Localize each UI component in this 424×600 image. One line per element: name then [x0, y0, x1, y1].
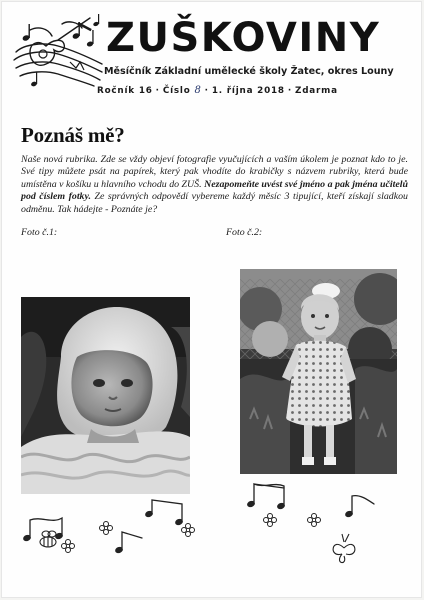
- issue-line: Ročník 16 · Číslo 8 · 1. října 2018 · Zdarma: [97, 85, 338, 96]
- intro-emphasis: Nezapomeňte uvést své jméno a pak jména učitelů pod číslem fotky.: [21, 178, 409, 203]
- newsletter-subtitle: Měsíčník Základní umělecké školy Žatec, okres Louny: [104, 66, 394, 77]
- flower-doodle: [62, 514, 321, 553]
- issue-number-label: Číslo: [162, 86, 191, 96]
- article-title: Poznáš mě?: [21, 123, 125, 147]
- butterfly-doodle: [333, 534, 355, 563]
- volume-label: Ročník 16: [97, 86, 153, 96]
- issue-price: Zdarma: [295, 86, 338, 96]
- photo-1-caption: Foto č.1:: [21, 227, 58, 238]
- article-intro: [21, 154, 408, 216]
- little-girl-in-garden-photo: [240, 269, 397, 474]
- music-note-heads-doodle: [22, 500, 354, 554]
- photo-2: [240, 269, 397, 474]
- baby-in-white-hood-photo: [21, 297, 190, 494]
- newsletter-page: [2, 2, 421, 597]
- bee-doodle: [40, 531, 56, 547]
- photo-2-caption: Foto č.2:: [226, 227, 263, 238]
- decorative-doodles: [2, 472, 424, 600]
- music-notes-doodle: [30, 484, 374, 548]
- intro-text-continued: Ze správných odpovědí vybereme každý měsíc 3 tipující, kteří získají sladkou odměnu. Tak hádejte - Poznáte je?: [21, 191, 408, 215]
- issue-number: 8: [194, 85, 202, 96]
- newsletter-title: ZUŠKOVINY: [106, 15, 381, 61]
- guitar-and-music-notes-logo: [10, 12, 106, 94]
- photo-1: [21, 297, 190, 494]
- issue-date: 1. října 2018: [211, 86, 285, 96]
- intro-text: Naše nová rubrika. Zde se vždy objeví fotografie vyučujících a vaším úkolem je poznat kdo to je. Své tipy můžete psát na papírek, který pak vhodíte do krabičky s názvem rubriky, která bude umístěna v košíku u hlavního vchodu do ZUŠ.: [21, 154, 408, 190]
